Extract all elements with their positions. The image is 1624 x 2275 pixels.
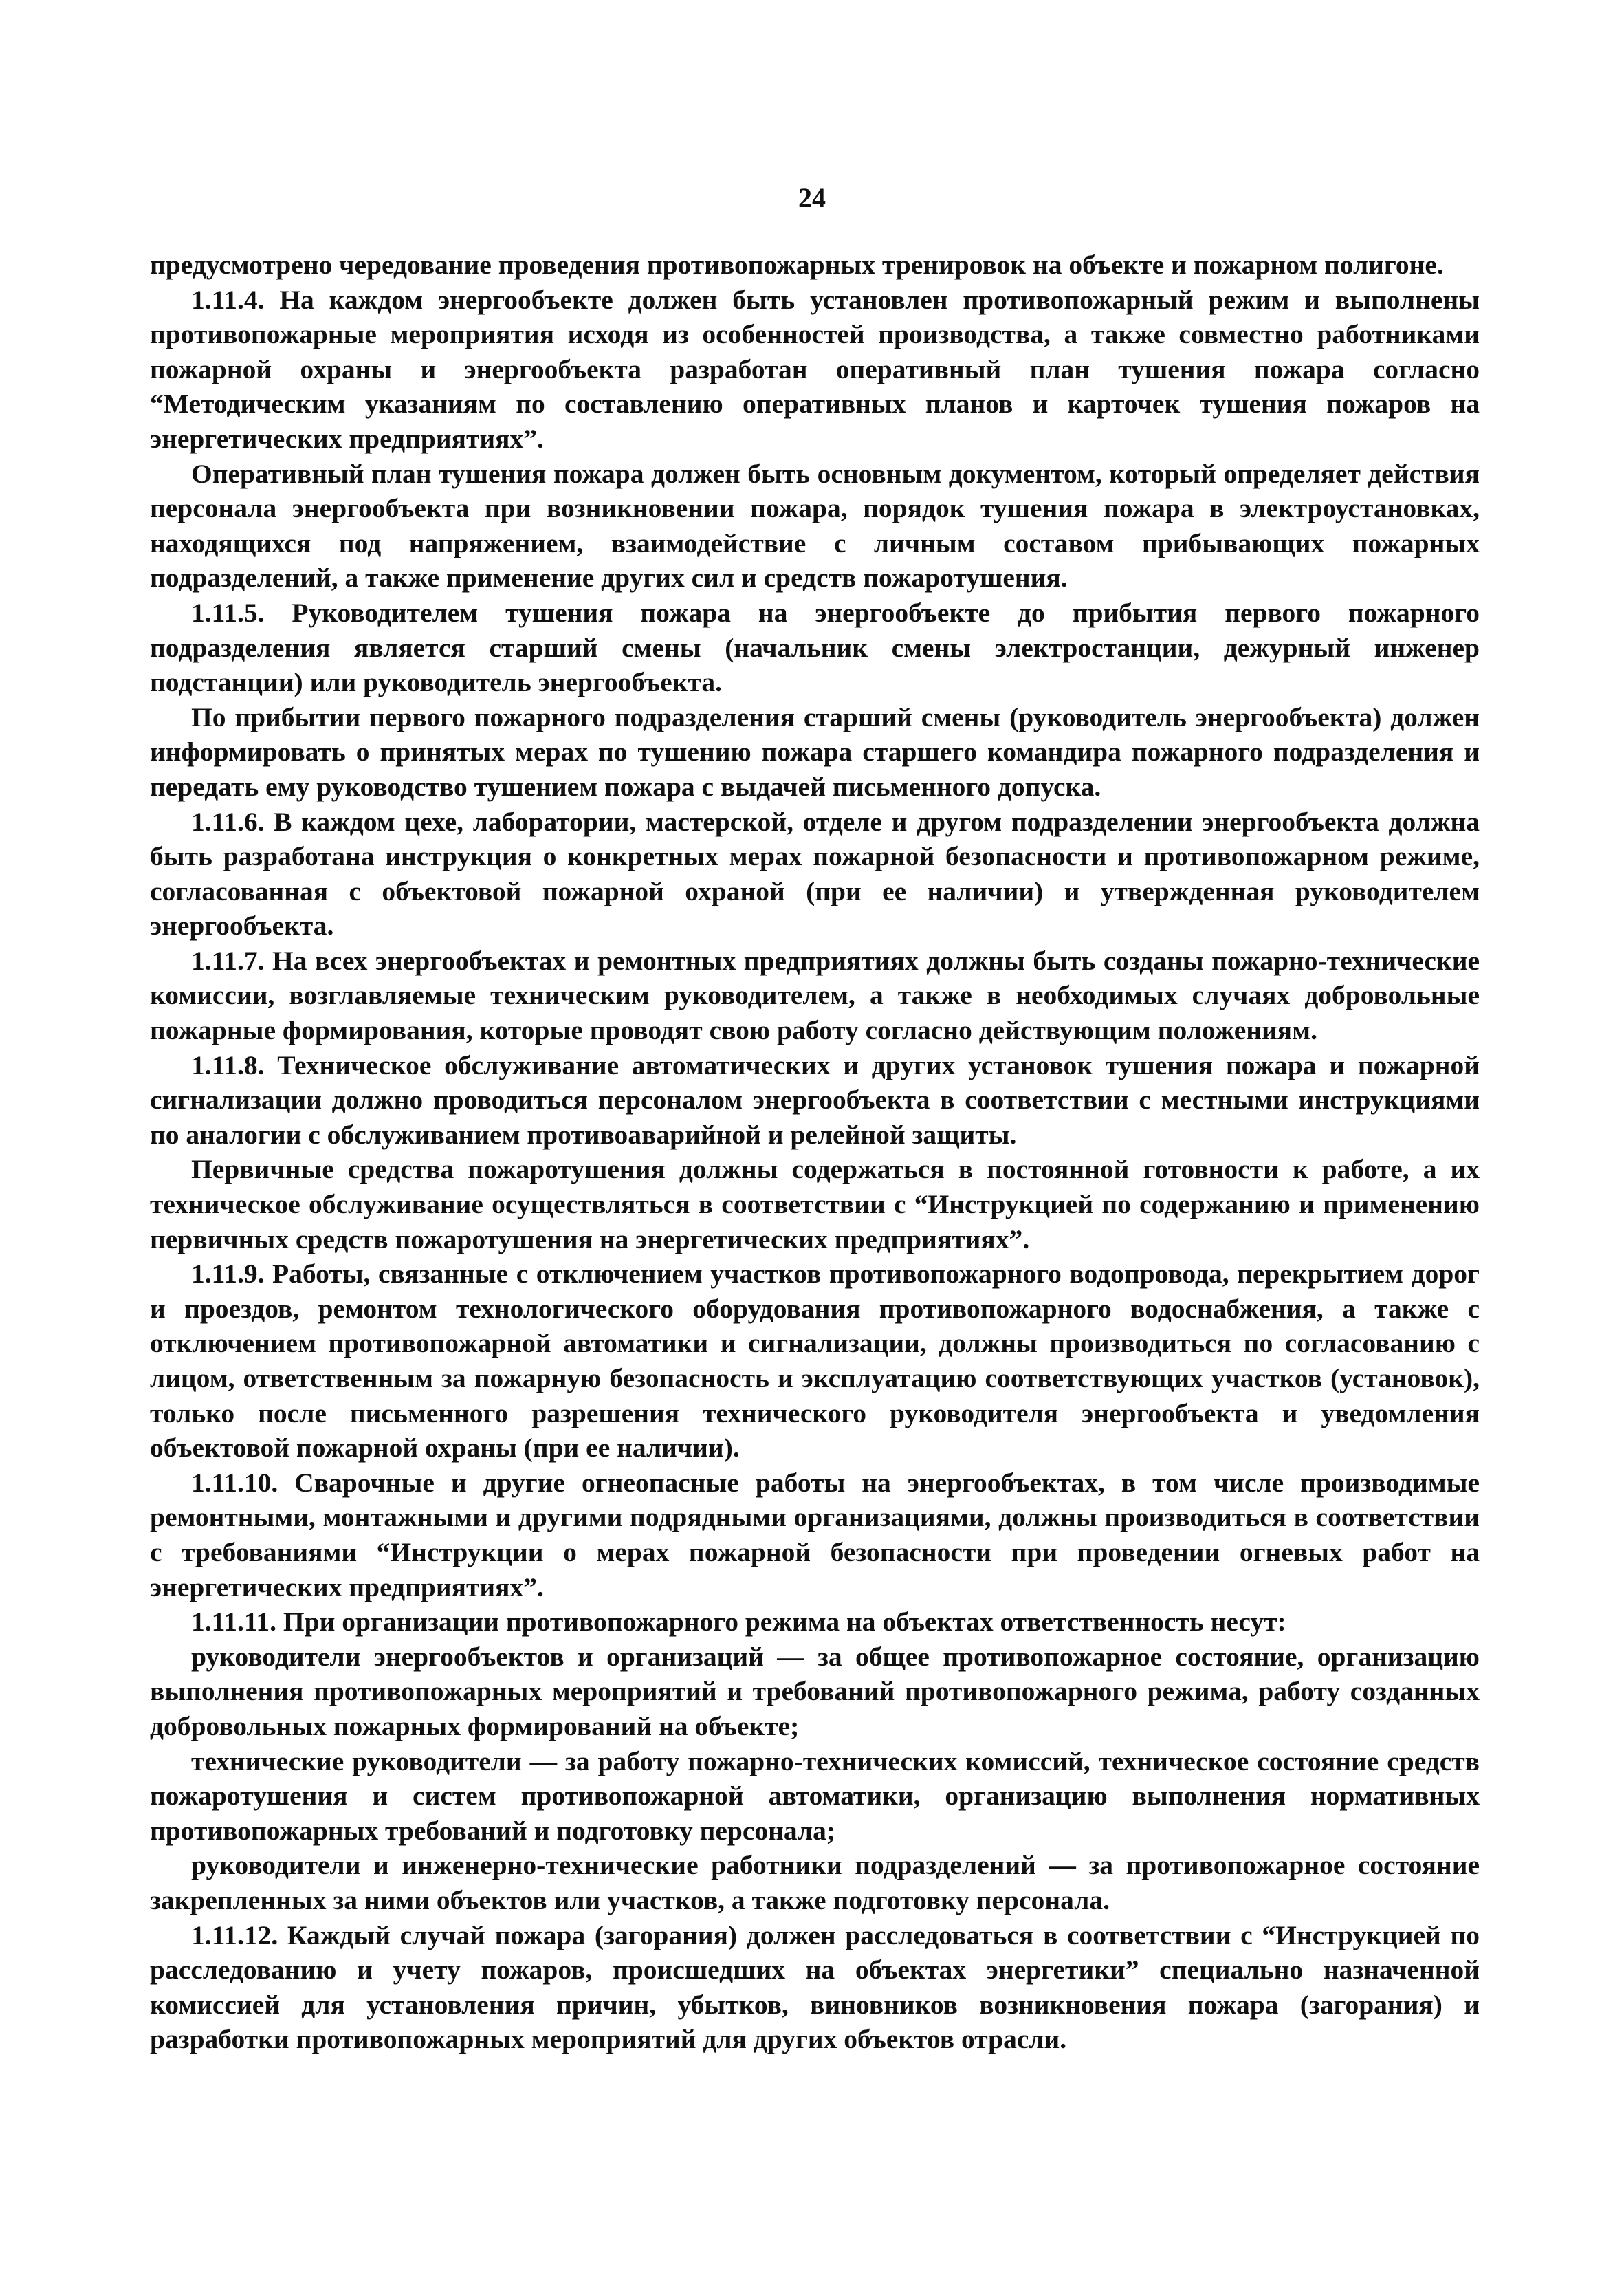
paragraph: 1.11.11. При организации противопожарного режима на объектах ответственность несут: [191, 1607, 1286, 1637]
page-number: 24 [798, 182, 826, 213]
document-body [150, 248, 1480, 2057]
paragraph: Оперативный план тушения пожара должен быть основным документом, который определяет действия персонала энергообъекта при возникновении пожара, порядок тушения пожара в электроустановках, находящихся под напряжением, взаимодействие с личным составом прибывающих пожарных подразделений, а также применение других сил и средств пожаротушения. [150, 458, 1480, 594]
paragraph: 1.11.6. В каждом цехе, лаборатории, мастерской, отделе и другом подразделении энергообъекта должна быть разработана инструкция о конкретных мерах пожарной безопасности и противопожарном режиме, согласованная с объектовой пожарной охраной (при ее наличии) и утвержденная руководителем энергообъекта. [150, 806, 1480, 941]
paragraph: Первичные средства пожаротушения должны содержаться в постоянной готовности к работе, а их техническое обслуживание осуществляться в соответствии с “Инструкцией по содержанию и применению первичных средств пожаротушения на энергетических предприятиях”. [150, 1154, 1480, 1254]
paragraph: 1.11.5. Руководителем тушения пожара на энергообъекте до прибытия первого пожарного подразделения является старший смены (начальник смены электростанции, дежурный инженер подстанции) или руководитель энергообъекта. [150, 597, 1480, 698]
paragraph: 1.11.8. Техническое обслуживание автоматических и других установок тушения пожара и пожарной сигнализации должно проводиться персоналом энергообъекта в соответствии с местными инструкциями по аналогии с обслуживанием противоаварийной и релейной защиты. [150, 1049, 1480, 1150]
paragraph: По прибытии первого пожарного подразделения старший смены (руководитель энергообъекта) должен информировать о принятых мерах по тушению пожара старшего командира пожарного подразделения и передать ему руководство тушением пожара с выдачей письменного допуска. [150, 701, 1480, 802]
paragraph: 1.11.12. Каждый случай пожара (загорания) должен расследоваться в соответствии с “Инструкцией по расследованию и учету пожаров, происшедших на объектах энергетики” специально назначенной комиссией для установления причин, убытков, виновников возникновения пожара (загорания) и разработки противопожарных мероприятий для других объектов отрасли. [150, 1919, 1480, 2055]
paragraph: 1.11.4. На каждом энергообъекте должен быть установлен противопожарный режим и выполнены противопожарные мероприятия исходя из особенностей производства, а также совместно работниками пожарной охраны и энергообъекта разработан оперативный план тушения пожара согласно “Методическим указаниям по составлению оперативных планов и карточек тушения пожаров на энергетических предприятиях”. [150, 284, 1480, 454]
paragraph: 1.11.7. На всех энергообъектах и ремонтных предприятиях должны быть созданы пожарно-технические комиссии, возглавляемые техническим руководителем, а также в необходимых случаях добровольные пожарные формирования, которые проводят свою работу согласно действующим положениям. [150, 945, 1480, 1046]
paragraph: руководители и инженерно-технические работники подразделений — за противопожарное состояние закрепленных за ними объектов или участков, а также подготовку персонала. [150, 1850, 1480, 1915]
paragraph: 1.11.9. Работы, связанные с отключением участков противопожарного водопровода, перекрытием дорог и проездов, ремонтом технологического оборудования противопожарного водоснабжения, а также с отключением противопожарной автоматики и сигнализации, должны производиться по согласованию с лицом, ответственным за пожарную безопасность и эксплуатацию соответствующих участков (установок), только после письменного разрешения технического руководителя энергообъекта и уведомления объектовой пожарной охраны (при ее наличии). [150, 1259, 1480, 1463]
paragraph: руководители энергообъектов и организаций — за общее противопожарное состояние, организацию выполнения противопожарных мероприятий и требований противопожарного режима, работу созданных добровольных пожарных формирований на объекте; [150, 1641, 1480, 1741]
paragraph: технические руководители — за работу пожарно-технических комиссий, техническое состояние средств пожаротушения и систем противопожарной автоматики, организацию выполнения нормативных противопожарных требований и подготовку персонала; [150, 1745, 1480, 1846]
paragraph: 1.11.10. Сварочные и другие огнеопасные работы на энергообъектах, в том числе производимые ремонтными, монтажными и другими подрядными организациями, должны производиться в соответствии с требованиями “Инструкции о мерах пожарной безопасности при проведении огневых работ на энергетических предприятиях”. [150, 1467, 1480, 1602]
paragraph: предусмотрено чередование проведения противопожарных тренировок на объекте и пожарном полигоне. [150, 250, 1444, 280]
